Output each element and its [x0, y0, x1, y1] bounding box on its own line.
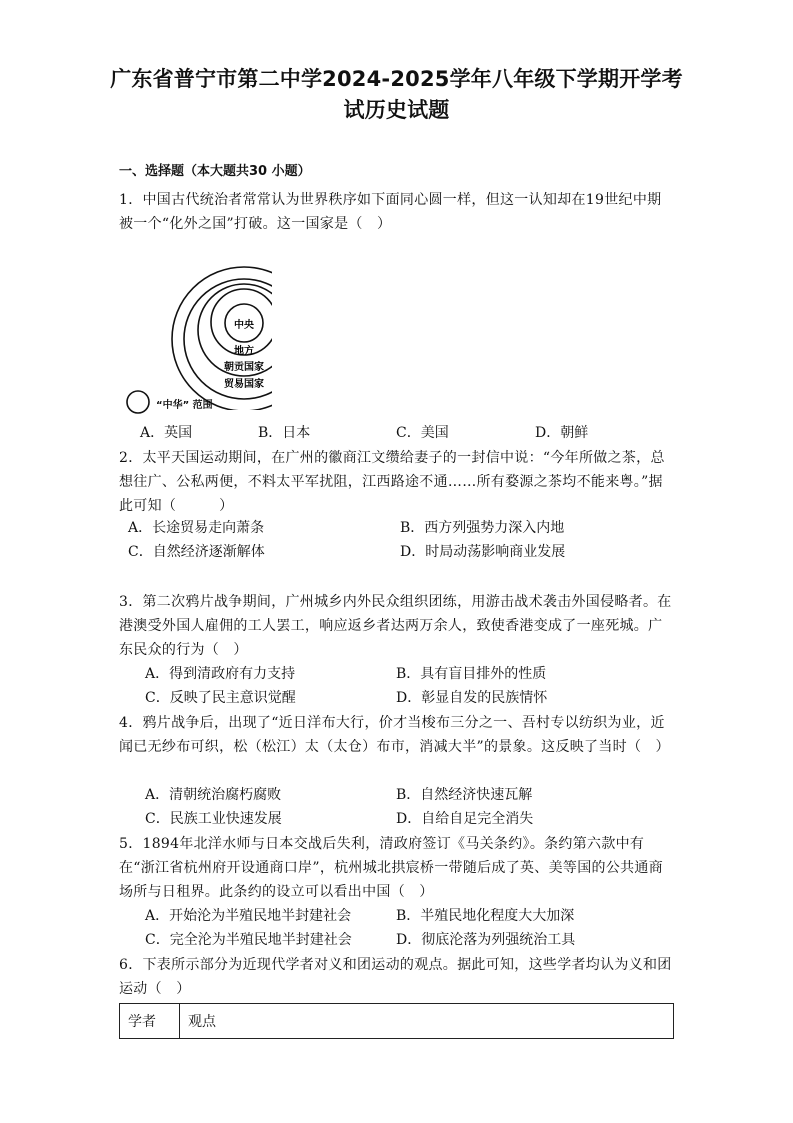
figure-legend-label: “中华” 范围: [156, 400, 213, 411]
section-heading: 一、选择题（本大题共30 小题）: [119, 164, 311, 179]
q5-option-b[interactable]: B．半殖民地化程度大大加深: [396, 908, 575, 924]
scholar-views-table: [119, 1003, 674, 1039]
legend-circle-icon: [124, 388, 154, 418]
q1-option-a[interactable]: A．英国: [140, 425, 193, 441]
table-row: [120, 1004, 674, 1039]
q2-option-b[interactable]: B．西方列强势力深入内地: [400, 520, 565, 536]
question-2-stem: 2．太平天国运动期间，在广州的徽商江文缵给妻子的一封信中说：“今年所做之茶，总想往广、公私两便，不料太平军扰阻，江西路途不通……所有婺源之茶均不能来粤。”据此可知（ ）: [119, 450, 665, 514]
q3-option-b[interactable]: B．具有盲目排外的性质: [396, 666, 547, 682]
ring-label-tribute: 朝贡国家: [224, 362, 264, 373]
q5-option-a[interactable]: A．开始沦为半殖民地半封建社会: [145, 908, 352, 924]
q1-option-b[interactable]: B．日本: [258, 425, 311, 441]
table-header-scholar: 学者: [120, 1004, 180, 1039]
question-5-stem: 5．1894年北洋水师与日本交战后失利，清政府签订《马关条约》。条约第六款中有在“浙江省杭州府开设通商口岸”，杭州城北拱宸桥一带随后成了英、美等国的公共通商场所与日租界。此条约的设立可以看出中国（ ）: [119, 836, 664, 900]
q5-option-d[interactable]: D．彻底沦落为列强统治工具: [396, 932, 576, 948]
q5-option-c[interactable]: C．完全沦为半殖民地半封建社会: [145, 932, 352, 948]
q4-option-a[interactable]: A．清朝统治腐朽腐败: [145, 787, 282, 803]
q4-option-b[interactable]: B．自然经济快速瓦解: [396, 787, 533, 803]
question-1-stem: 1．中国古代统治者常常认为世界秩序如下面同心圆一样，但这一认知却在19世纪中期被一个“化外之国”打破。这一国家是（ ）: [119, 192, 662, 232]
q4-option-c[interactable]: C．民族工业快速发展: [145, 811, 282, 827]
q1-option-d[interactable]: D．朝鲜: [535, 425, 589, 441]
question-4-stem: 4．鸦片战争后，出现了“近日洋布大行，价才当梭布三分之一、吾村专以纺织为业，近闻已无纱布可织，松（松江）太（太仓）布市，消减大半”的景象。这反映了当时（ ）: [119, 715, 670, 755]
concentric-circles-figure: [122, 250, 272, 410]
ring-label-center: 中央: [234, 320, 254, 331]
q2-option-a[interactable]: A．长途贸易走向萧条: [128, 520, 265, 536]
q2-option-c[interactable]: C．自然经济逐渐解体: [128, 544, 265, 560]
table-header-view: 观点: [180, 1004, 674, 1039]
q3-option-a[interactable]: A．得到清政府有力支持: [145, 666, 296, 682]
ring-label-trade: 贸易国家: [224, 379, 264, 390]
q2-option-d[interactable]: D．时局动荡影响商业发展: [400, 544, 566, 560]
ring-label-local: 地方: [234, 346, 254, 357]
q3-option-c[interactable]: C．反映了民主意识觉醒: [145, 690, 296, 706]
q4-option-d[interactable]: D．自给自足完全消失: [396, 811, 534, 827]
q1-option-c[interactable]: C．美国: [396, 425, 449, 441]
q3-option-d[interactable]: D．彰显自发的民族情怀: [396, 690, 548, 706]
exam-title: 广东省普宁市第二中学2024-2025学年八年级下学期开学考试历史试题: [110, 67, 683, 122]
question-6-stem: 6．下表所示部分为近现代学者对义和团运动的观点。据此可知，这些学者均认为义和团运动（ ）: [119, 957, 672, 997]
question-3-stem: 3．第二次鸦片战争期间，广州城乡内外民众组织团练，用游击战术袭击外国侵略者。在港澳受外国人雇佣的工人罢工，响应返乡者达两万余人，致使香港变成了一座死城。广东民众的行为（ ）: [119, 594, 672, 658]
